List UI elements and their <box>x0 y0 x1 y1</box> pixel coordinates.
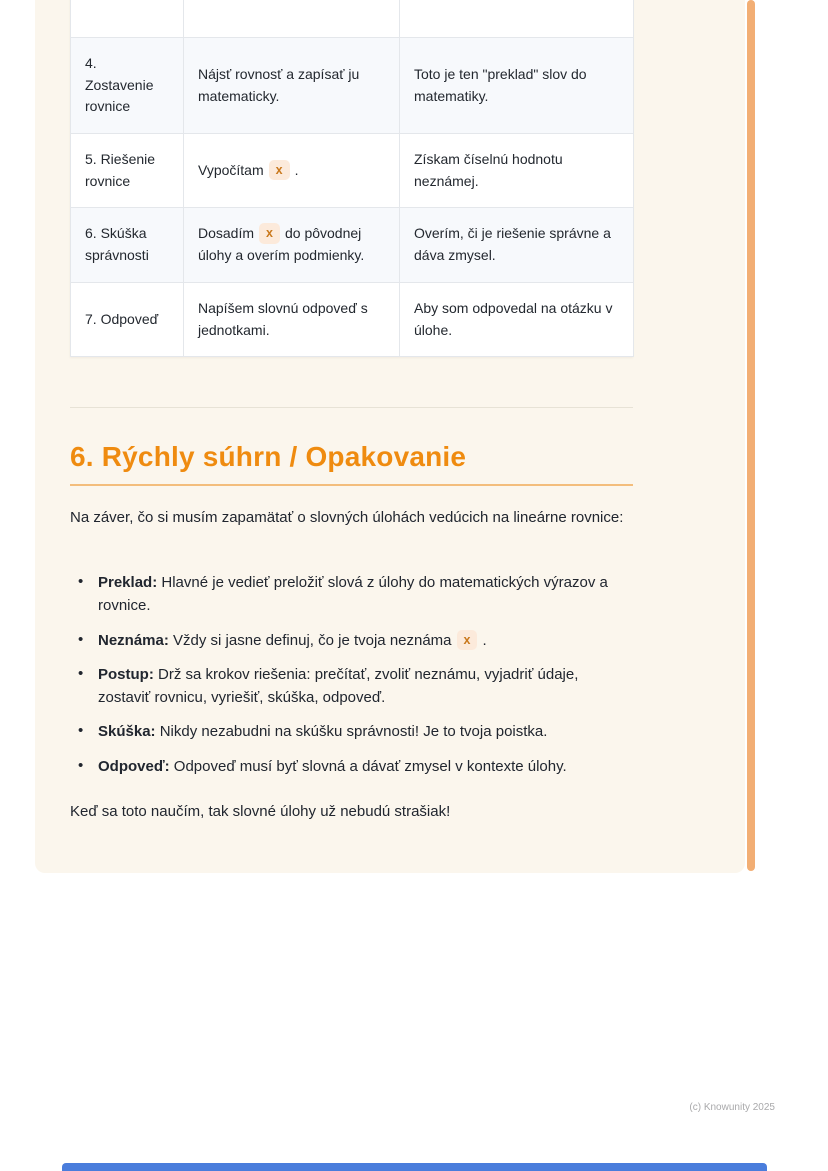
bullet-icon: • <box>78 756 84 774</box>
why-cell: Toto je ten "preklad" slov do matematiky. <box>400 38 634 134</box>
list-item <box>70 629 633 652</box>
desc-text: Vypočítam <box>198 161 264 178</box>
bullet-text: Odpoveď musí byť slovná a dávať zmysel v kontexte úlohy. <box>173 757 567 775</box>
steps-table <box>70 0 633 357</box>
bullet-label: Odpoveď: <box>98 757 170 775</box>
table-row <box>71 38 634 134</box>
bullet-icon: • <box>78 573 84 590</box>
step-cell <box>71 0 184 38</box>
step-cell: 5. Riešenie rovnice <box>71 134 184 208</box>
bullet-text: Hlavné je vedieť preložiť slová z úlohy do matematických výrazov a rovnice. <box>98 574 608 615</box>
bullet-icon: • <box>78 722 84 740</box>
list-item <box>70 755 633 778</box>
desc-text: Dosadím <box>198 225 255 242</box>
copyright-text: (c) Knowunity 2025 <box>689 1102 775 1113</box>
list-item <box>70 571 633 618</box>
step-cell: 4. Zostavenie rovnice <box>71 38 184 134</box>
x-variable-badge: x <box>269 160 290 181</box>
why-cell: Overím, či je riešenie správne a dáva zmysel. <box>400 208 634 282</box>
list-item <box>70 663 633 710</box>
next-page-top-bar <box>62 1163 767 1171</box>
desc-cell: Nájsť rovnosť a zapísať ju matematicky. <box>184 38 400 134</box>
step-cell: 7. Odpoveď <box>71 282 184 356</box>
bullet-label: Postup: <box>98 665 154 683</box>
bullet-label: Neznáma: <box>98 631 169 649</box>
why-cell: Aby som odpovedal na otázku v úlohe. <box>400 282 634 356</box>
why-cell: Získam číselnú hodnotu neznámej. <box>400 134 634 208</box>
step-cell: 6. Skúška správnosti <box>71 208 184 282</box>
bullet-icon: • <box>78 664 84 682</box>
x-variable-badge: x <box>457 630 478 651</box>
bullet-text: . <box>482 631 487 649</box>
list-item <box>70 720 633 743</box>
bullet-icon: • <box>78 630 84 648</box>
desc-cell <box>184 0 400 38</box>
closing-paragraph: Keď sa toto naučím, tak slovné úlohy už nebudú strašiak! <box>70 803 451 820</box>
desc-text: . <box>294 161 299 178</box>
desc-cell <box>184 134 400 208</box>
table-row-partial <box>71 0 634 38</box>
bullet-text: Nikdy nezabudni na skúšku správnosti! Je to tvoja poistka. <box>159 723 548 741</box>
summary-list <box>70 571 633 789</box>
bullet-text: Drž sa krokov riešenia: prečítať, zvoliť neznámu, vyjadriť údaje, zostaviť rovnicu, vyriešiť, skúška, odpoveď. <box>98 665 579 706</box>
section-divider <box>70 407 633 408</box>
x-variable-badge: x <box>259 223 280 244</box>
desc-cell: Napíšem slovnú odpoveď s jednotkami. <box>184 282 400 356</box>
bullet-text: Vždy si jasne definuj, čo je tvoja neznáma <box>173 631 452 649</box>
table-row <box>71 208 634 282</box>
section-heading: 6. Rýchly súhrn / Opakovanie <box>70 441 633 486</box>
table-row <box>71 134 634 208</box>
why-cell <box>400 0 634 38</box>
desc-text: do pôvodnej úlohy a overím podmienky. <box>198 225 365 264</box>
intro-paragraph: Na záver, čo si musím zapamätať o slovných úlohách vedúcich na lineárne rovnice: <box>70 509 624 526</box>
bullet-label: Preklad: <box>98 574 158 591</box>
table-row <box>71 282 634 356</box>
desc-cell <box>184 208 400 282</box>
page-accent-bar <box>747 0 755 871</box>
bullet-label: Skúška: <box>98 723 156 741</box>
